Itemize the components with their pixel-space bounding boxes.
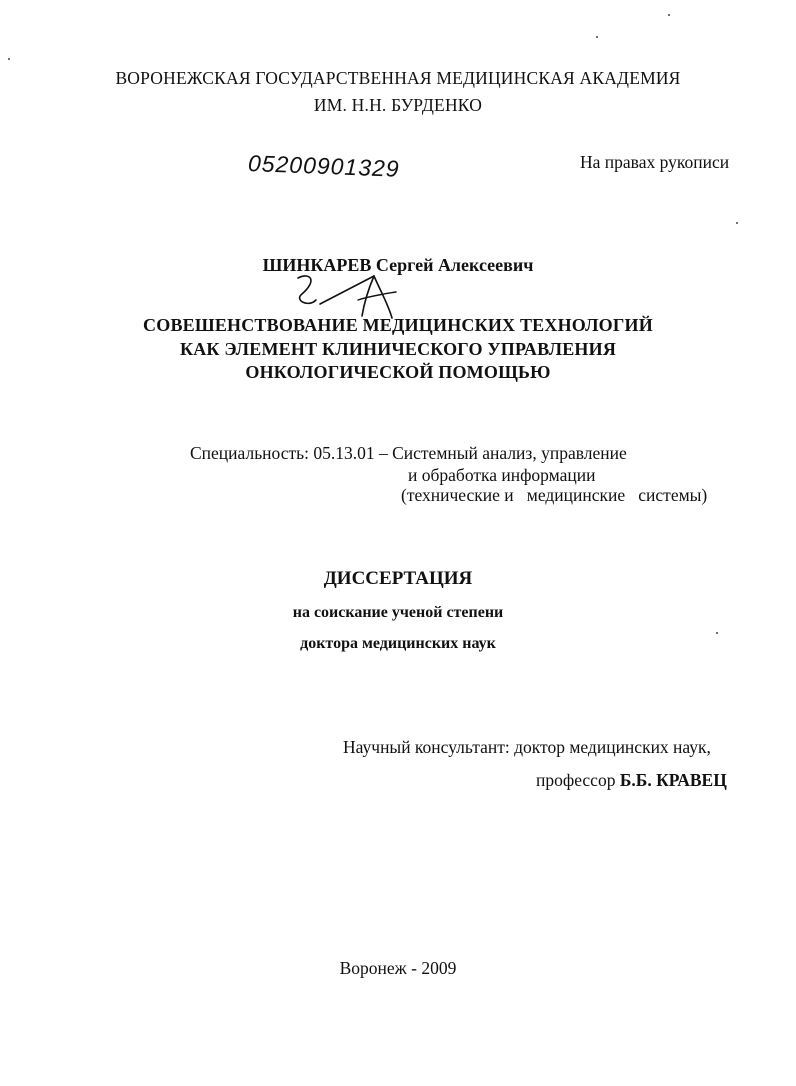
author-surname: ШИНКАРЕВ: [262, 255, 372, 275]
registration-stamp-number: 05200901329: [247, 150, 401, 182]
degree-purpose: на соискание ученой степени: [292, 604, 504, 621]
dissertation-title-line1: СОВЕШЕНСТВОВАНИЕ МЕДИЦИНСКИХ ТЕХНОЛОГИЙ: [143, 315, 653, 335]
consultant-name-line: [536, 770, 727, 791]
specialty-code: 05.13.01 – Системный анализ, управление: [313, 443, 627, 463]
scan-speck: [596, 36, 598, 38]
dissertation-title-line3: ОНКОЛОГИЧЕСКОЙ ПОМОЩЬЮ: [245, 362, 551, 382]
signature-stroke-1: [298, 276, 316, 303]
consultant-label: Научный консультант: доктор медицинских наук,: [343, 737, 711, 757]
dissertation-title-line2: КАК ЭЛЕМЕНТ КЛИНИЧЕСКОГО УПРАВЛЕНИЯ: [179, 339, 617, 359]
institution-name-line1: ВОРОНЕЖСКАЯ ГОСУДАРСТВЕННАЯ МЕДИЦИНСКАЯ АКАДЕМИЯ: [115, 68, 681, 88]
degree-name: доктора медицинских наук: [300, 635, 496, 652]
scan-speck: [8, 58, 10, 60]
rights-note: На правах рукописи: [580, 152, 730, 172]
dissertation-heading: ДИССЕРТАЦИЯ: [323, 568, 473, 589]
signature-stroke-5: [358, 292, 396, 300]
institution-name-line2: ИМ. Н.Н. БУРДЕНКО: [313, 95, 483, 115]
scan-speck: [736, 222, 738, 224]
scan-speck: [668, 14, 670, 16]
signature-stroke-4: [374, 276, 392, 318]
specialty-label: Специальность:: [190, 443, 309, 463]
specialty-line2: и обработка информации: [408, 465, 596, 485]
scan-speck: [716, 632, 718, 634]
specialty-line1: [190, 443, 627, 464]
consultant-title: профессор: [536, 770, 616, 790]
city-year: Воронеж - 2009: [339, 958, 457, 978]
consultant-name: Б.Б. КРАВЕЦ: [619, 770, 727, 790]
specialty-line3: (технические и медицинские системы): [401, 485, 708, 505]
author-given-names: Сергей Алексеевич: [375, 255, 534, 275]
